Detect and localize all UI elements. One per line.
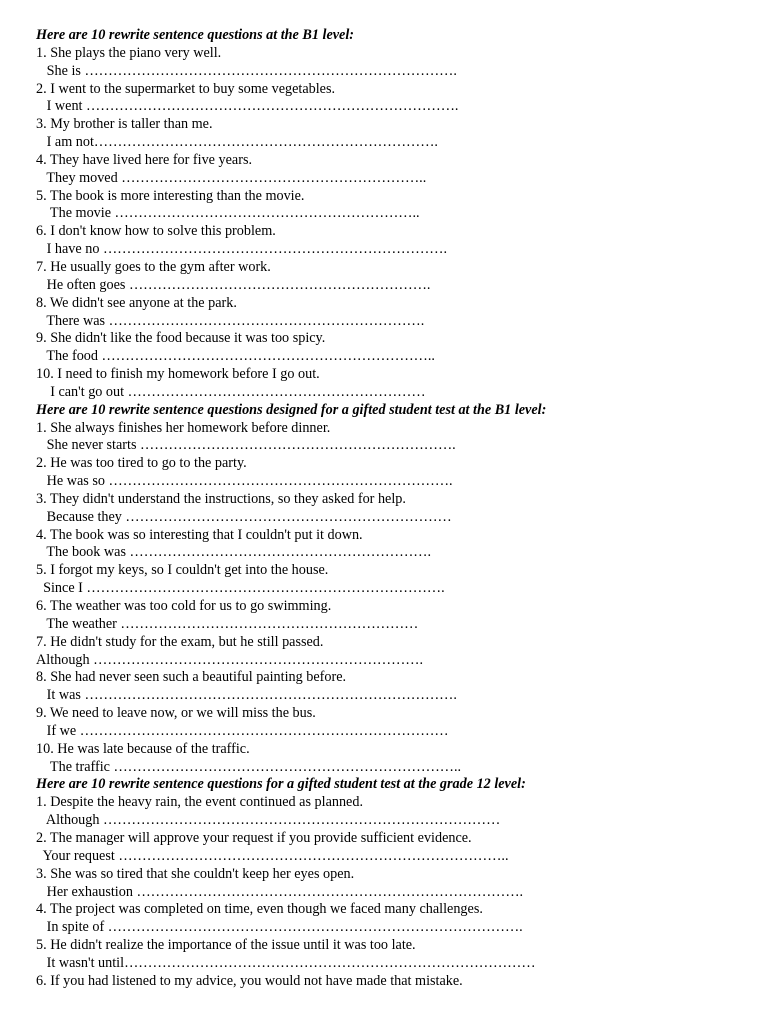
section-heading: Here are 10 rewrite sentence questions at the B1 level:: [36, 27, 354, 43]
question-prompt: 1. She always finishes her homework before dinner.: [36, 419, 331, 436]
question-prompt: 5. He didn't realize the importance of the issue until it was too late.: [36, 937, 416, 954]
question-prompt: 9. We need to leave now, or we will miss the bus.: [36, 705, 316, 722]
section-b1-gifted: [36, 402, 756, 777]
question-prompt: 9. She didn't like the food because it was too spicy.: [36, 330, 326, 347]
question-prompt: 5. I forgot my keys, so I couldn't get into the house.: [36, 562, 329, 579]
answer-line: The food ……………………………………………………………..: [36, 348, 435, 365]
question-prompt: 7. He didn't study for the exam, but he still passed.: [36, 633, 324, 650]
question-prompt: 1. Despite the heavy rain, the event continued as planned.: [36, 794, 363, 811]
question-prompt: 3. They didn't understand the instructions, so they asked for help.: [36, 490, 406, 507]
answer-line: He often goes ……………………………………………………….: [36, 276, 431, 293]
answer-line: It was …………………………………………………………………….: [36, 687, 457, 704]
answer-line: They moved ………………………………………………………..: [36, 169, 427, 186]
answer-line: Your request ………………………………………………………………………..: [36, 847, 509, 864]
answer-line: Since I ………………………………………………………………….: [36, 580, 445, 597]
section-heading: Here are 10 rewrite sentence questions designed for a gifted student test at the B1 level:: [36, 401, 547, 418]
question-prompt: 2. He was too tired to go to the party.: [36, 455, 247, 472]
question-prompt: 2. The manager will approve your request if you provide sufficient evidence.: [36, 829, 472, 846]
answer-line: Although …………………………………………………………………………: [36, 812, 501, 829]
answer-line: The movie ………………………………………………………..: [36, 205, 420, 222]
answer-line: I went …………………………………………………………………….: [36, 98, 459, 115]
answer-line: I can't go out ………………………………………………………: [36, 383, 426, 400]
answer-line: The weather ………………………………………………………: [36, 615, 419, 632]
section-grade12-gifted: [36, 776, 756, 990]
answer-line: Because they ……………………………………………………………: [36, 508, 452, 525]
answer-line: Her exhaustion ……………………………………………………………………….: [36, 883, 524, 900]
answer-line: She is …………………………………………………………………….: [36, 62, 457, 79]
question-prompt: 4. The project was completed on time, even though we faced many challenges.: [36, 901, 483, 918]
answer-line: Although …………………………………………………………….: [36, 651, 424, 668]
worksheet: [36, 27, 756, 991]
question-prompt: 10. I need to finish my homework before I go out.: [36, 366, 320, 383]
answer-line: He was so ……………………………………………………………….: [36, 473, 453, 490]
question-prompt: 6. I don't know how to solve this problem.: [36, 223, 276, 240]
question-prompt: 4. The book was so interesting that I couldn't put it down.: [36, 526, 363, 543]
answer-line: I have no ……………………………………………………………….: [36, 241, 448, 258]
answer-line: There was ………………………………………………………….: [36, 312, 425, 329]
question-prompt: 8. We didn't see anyone at the park.: [36, 294, 237, 311]
answer-line: In spite of …………………………………………………………………………….: [36, 919, 523, 936]
answer-line: The book was ……………………………………………………….: [36, 544, 432, 561]
question-prompt: 3. She was so tired that she couldn't keep her eyes open.: [36, 865, 355, 882]
answer-line: She never starts ………………………………………………………….: [36, 437, 456, 454]
question-prompt: 3. My brother is taller than me.: [36, 116, 213, 133]
answer-line: If we ……………………………………………………………………: [36, 722, 449, 739]
answer-line: The traffic ………………………………………………………………..: [36, 758, 462, 775]
question-prompt: 4. They have lived here for five years.: [36, 151, 253, 168]
question-prompt: 5. The book is more interesting than the movie.: [36, 187, 305, 204]
question-prompt: 2. I went to the supermarket to buy some vegetables.: [36, 80, 336, 97]
question-prompt: 7. He usually goes to the gym after work.: [36, 258, 271, 275]
section-heading: Here are 10 rewrite sentence questions for a gifted student test at the grade 12 level:: [36, 776, 526, 793]
section-b1: [36, 27, 756, 402]
question-prompt: 6. If you had listened to my advice, you would not have made that mistake.: [36, 972, 463, 989]
question-prompt: 1. She plays the piano very well.: [36, 44, 222, 61]
answer-line: I am not……………………………………………………………….: [36, 134, 438, 151]
question-prompt: 8. She had never seen such a beautiful painting before.: [36, 669, 347, 686]
answer-line: It wasn't until……………………………………………………………………………: [36, 954, 536, 971]
question-prompt: 6. The weather was too cold for us to go swimming.: [36, 598, 332, 614]
question-prompt: 10. He was late because of the traffic.: [36, 740, 250, 757]
